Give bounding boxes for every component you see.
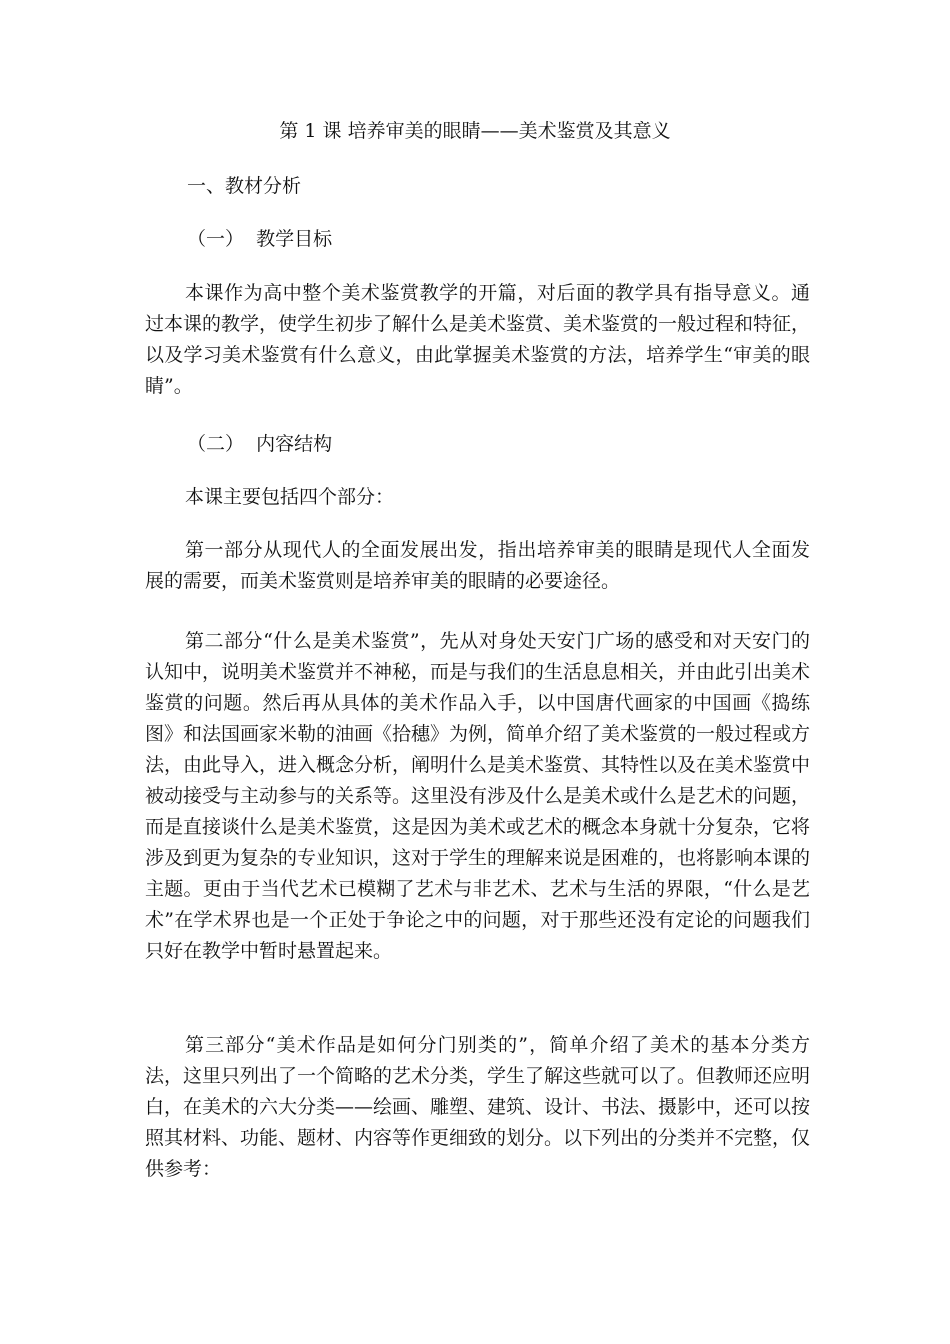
section-heading-textbook-analysis: 一、教材分析 xyxy=(187,175,302,197)
subheading-content-structure: （二） 内容结构 xyxy=(187,433,333,455)
paragraph-four-parts: 本课主要包括四个部分： xyxy=(185,486,395,508)
subheading-teaching-goals: （一） 教学目标 xyxy=(187,228,333,250)
paragraph-part-two: 第二部分“什么是美术鉴赏”，先从对身处天安门广场的感受和对天安门的认知中，说明美术鉴赏并不神秘，而是与我们的生活息息相关，并由此引出美术鉴赏的问题。然后再从具体的美术作品入手，以中国唐代画家的中国画《捣练图》和法国画家米勒的油画《拾穗》为例，简单介绍了美术鉴赏的一般过程或方法，由此导入，进入概念分析，阐明什么是美术鉴赏、其特性以及在美术鉴赏中被动接受与主动参与的关系等。这里没有涉及什么是美术或什么是艺术的问题，而是直接谈什么是美术鉴赏，这是因为美术或艺术的概念本身就十分复杂，它将涉及到更为复杂的专业知识，这对于学生的理解来说是困难的，也将影响本课的主题。更由于当代艺术已模糊了艺术与非艺术、艺术与生活的界限，“什么是艺术”在学术界也是一个正处于争论之中的问题，对于那些还没有定论的问题我们只好在教学中暂时悬置起来。 xyxy=(145,630,811,962)
paragraph-part-three: 第三部分“美术作品是如何分门别类的”，简单介绍了美术的基本分类方法，这里只列出了一个简略的艺术分类，学生了解这些就可以了。但教师还应明白，在美术的六大分类——绘画、雕塑、建筑、设计、书法、摄影中，还可以按照其材料、功能、题材、内容等作更细致的划分。以下列出的分类并不完整，仅供参考： xyxy=(145,1034,811,1180)
lesson-title: 第 1 课 培养审美的眼睛——美术鉴赏及其意义 xyxy=(279,120,671,142)
paragraph-part-one: 第一部分从现代人的全面发展出发，指出培养审美的眼睛是现代人全面发展的需要，而美术鉴赏则是培养审美的眼睛的必要途径。 xyxy=(145,539,810,592)
paragraph-teaching-goals: 本课作为高中整个美术鉴赏教学的开篇，对后面的教学具有指导意义。通过本课的教学，使学生初步了解什么是美术鉴赏、美术鉴赏的一般过程和特征，以及学习美术鉴赏有什么意义，由此掌握美术鉴赏的方法，培养学生“审美的眼睛”。 xyxy=(145,282,811,397)
